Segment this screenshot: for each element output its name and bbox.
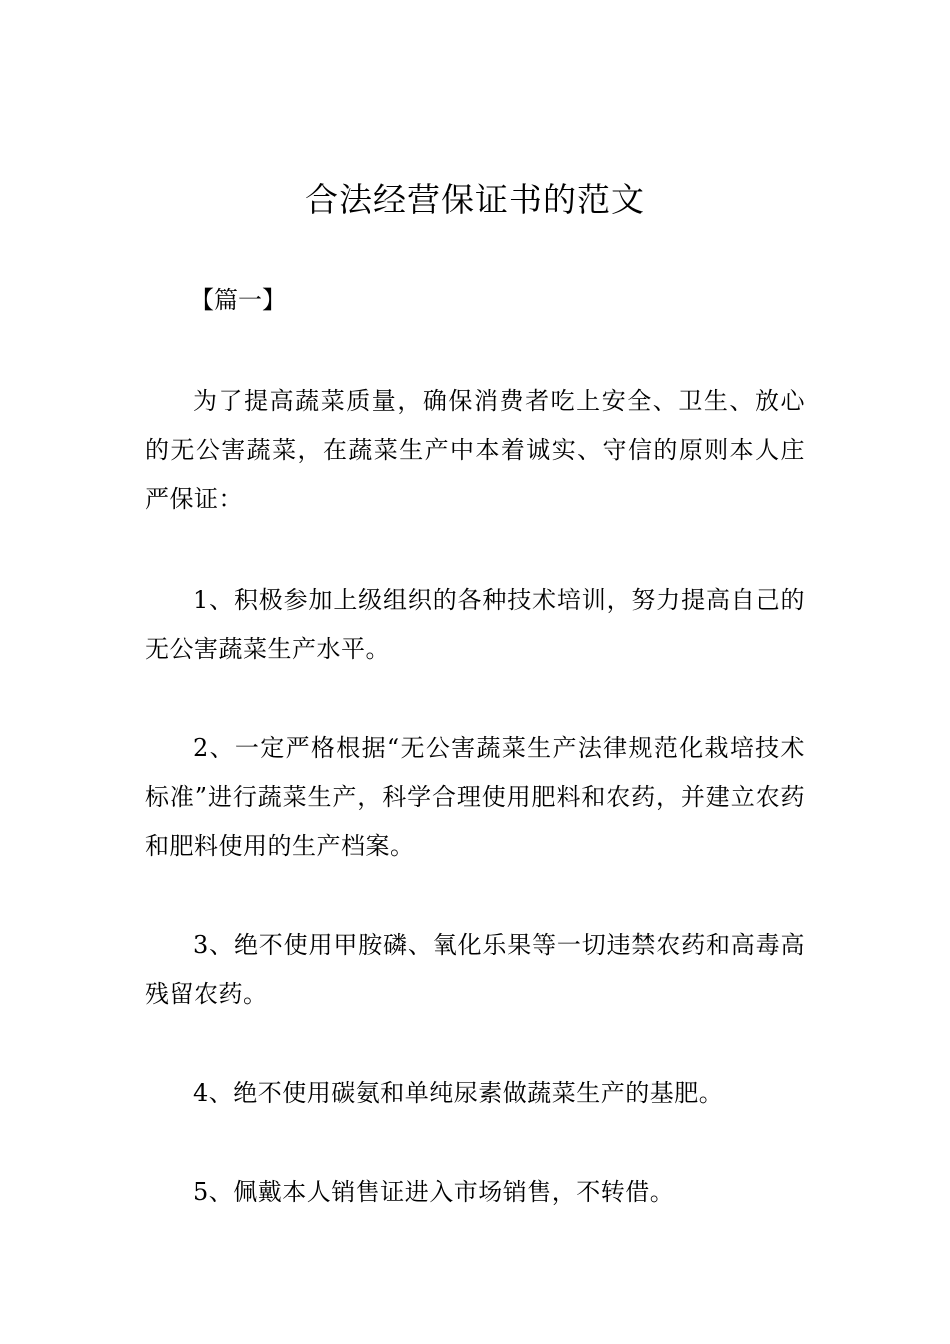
section-label: 【篇一】 [190,286,286,314]
intro-paragraph: 为了提高蔬菜质量，确保消费者吃上安全、卫生、放心的无公害蔬菜，在蔬菜生产中本着诚实、守信的原则本人庄严保证： [145,387,805,513]
pledge-item-1: 1、积极参加上级组织的各种技术培训，努力提高自己的无公害蔬菜生产水平。 [145,586,805,663]
pledge-item-4: 4、绝不使用碳氨和单纯尿素做蔬菜生产的基肥。 [193,1079,724,1107]
pledge-item-5: 5、佩戴本人销售证进入市场销售，不转借。 [193,1178,675,1206]
pledge-item-3: 3、绝不使用甲胺磷、氧化乐果等一切违禁农药和高毒高残留农药。 [145,931,805,1008]
document-title: 合法经营保证书的范文 [305,180,645,219]
pledge-item-2: 2、一定严格根据“无公害蔬菜生产法律规范化栽培技术标准”进行蔬菜生产，科学合理使用肥料和农药，并建立农药和肥料使用的生产档案。 [145,734,805,860]
